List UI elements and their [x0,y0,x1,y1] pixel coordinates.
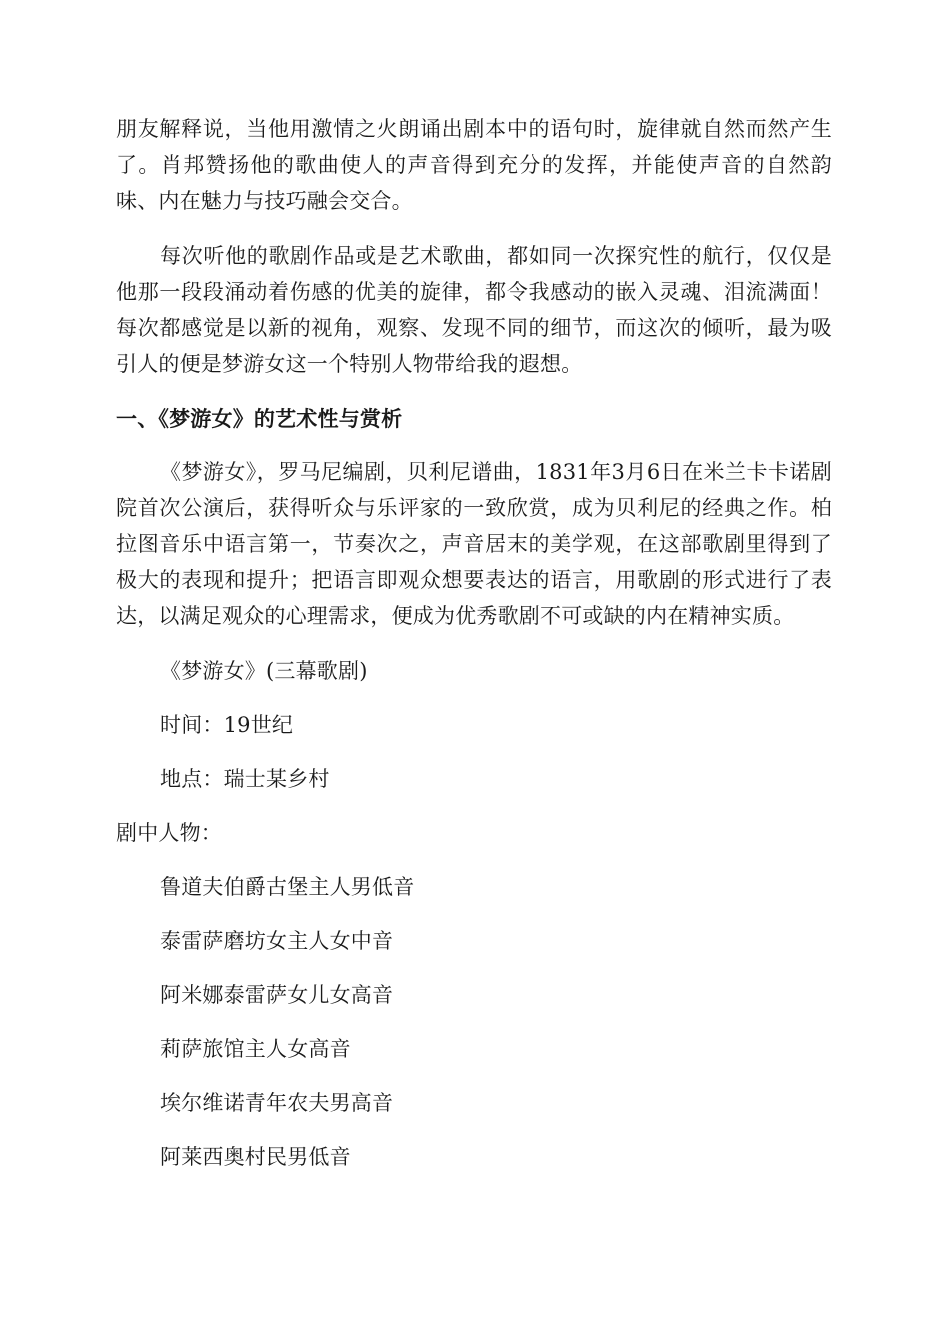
paragraph-listening: 每次听他的歌剧作品或是艺术歌曲，都如同一次探究性的航行，仅仅是他那一段段涌动着伤感的优美的旋律，都令我感动的嵌入灵魂、泪流满面！每次都感觉是以新的视角，观察、发现不同的细节，而这次的倾听，最为吸引人的便是梦游女这一个特别人物带给我的遐想。 [116,244,832,376]
time-line: 时间：19世纪 [160,713,294,737]
character-item: 阿莱西奥村民男低音 [160,1145,351,1169]
place-line: 地点：瑞士某乡村 [160,767,330,791]
section-heading: 一、《梦游女》的艺术性与赏析 [116,406,403,431]
character-item: 埃尔维诺青年农夫男高音 [160,1091,394,1115]
paragraph-opera-intro: 《梦游女》，罗马尼编剧，贝利尼谱曲，1831年3月6日在米兰卡卡诺剧院首次公演后，获得听众与乐评家的一致欣赏，成为贝利尼的经典之作。柏拉图音乐中语言第一，节奏次之，声音居末的美学观，在这部歌剧里得到了极大的表现和提升；把语言即观众想要表达的语言，用歌剧的形式进行了表达，以满足观众的心理需求，便成为优秀歌剧不可或缺的内在精神实质。 [116,460,832,628]
character-item: 泰雷萨磨坊女主人女中音 [160,929,394,953]
character-item: 莉萨旅馆主人女高音 [160,1037,351,1061]
characters-list [116,869,832,1175]
character-item: 鲁道夫伯爵古堡主人男低音 [160,875,415,899]
character-item: 阿米娜泰雷萨女儿女高音 [160,983,394,1007]
paragraph-continuation: 朋友解释说，当他用激情之火朗诵出剧本中的语句时，旋律就自然而然产生了。肖邦赞扬他的歌曲使人的声音得到充分的发挥，并能使声音的自然韵味、内在魅力与技巧融会交合。 [116,117,832,213]
opera-title-line: 《梦游女》(三幕歌剧) [160,659,368,683]
document-page [116,111,832,1193]
characters-label: 剧中人物： [116,821,222,845]
